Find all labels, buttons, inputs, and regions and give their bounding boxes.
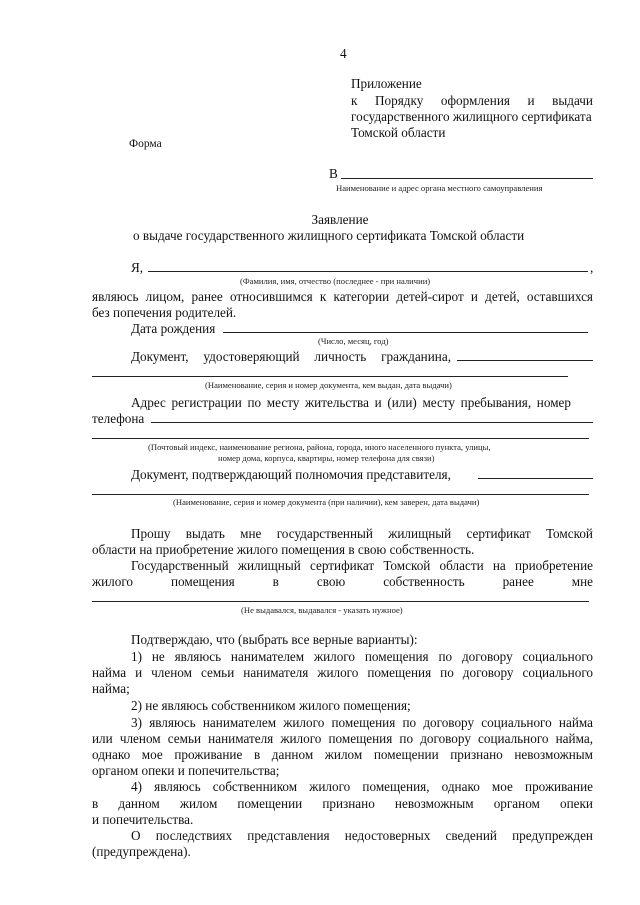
confirm-option-4-line-3: и попечительства. [92, 812, 194, 827]
request-line-2: области на приобретение жилого помещения в свою собственность. [92, 542, 475, 557]
certificate-issued-field[interactable] [92, 601, 589, 602]
address-field-2[interactable] [92, 438, 589, 439]
orphan-status-line-2: без попечения родителей. [92, 305, 237, 320]
id-document-field-1[interactable] [457, 360, 593, 361]
confirm-option-4-line-2: в данном жилом помещении признано невозможным органом опеки [92, 796, 593, 811]
id-document-field-2[interactable] [92, 376, 568, 377]
confirm-option-3-line-2: или членом семьи нанимателя жилого помещения по договору социального найма, [92, 731, 593, 746]
request-line-1: Прошу выдать мне государственный жилищный сертификат Томской [131, 526, 593, 541]
address-caption-2: номер дома, корпуса, квартиры, номер телефона для связи) [218, 453, 435, 463]
confirm-option-1-line-1: 1) не являюсь нанимателем жилого помещения по договору социального [131, 649, 593, 664]
address-field-1[interactable] [151, 422, 593, 423]
confirm-option-2: 2) не являюсь собственником жилого помещения; [131, 698, 411, 713]
form-label: Форма [129, 138, 162, 150]
warning-line-1: О последствиях представления недостоверных сведений предупрежден [131, 828, 593, 843]
fio-suffix: , [590, 260, 594, 275]
appendix-title: Приложение [351, 76, 422, 91]
confirm-option-3-line-3: однако мое проживание в данном жилом помещении признано невозможным [92, 747, 593, 762]
form-subtitle: о выдаче государственного жилищного сертификата Томской области [133, 228, 525, 243]
fio-prefix: Я, [131, 260, 144, 275]
fio-caption: (Фамилия, имя, отчество (последнее - при наличии) [240, 276, 431, 286]
representative-doc-label: Документ, подтверждающий полномочия представителя, [131, 467, 451, 482]
orphan-status-line-1: являюсь лицом, ранее относившимся к категории детей-сирот и детей, оставшихся [92, 289, 593, 304]
representative-doc-field-1[interactable] [478, 478, 593, 479]
page-number: 4 [340, 46, 347, 61]
request-line-3: Государственный жилищный сертификат Томской области на приобретение [131, 558, 593, 573]
representative-doc-field-2[interactable] [92, 494, 589, 495]
request-line-4: жилого помещения в свою собственность ранее мне [92, 574, 593, 589]
warning-line-2: (предупреждена). [92, 844, 191, 859]
appendix-line-2: государственного жилищного сертификата [351, 109, 592, 124]
birth-date-caption: (Число, месяц, год) [318, 336, 389, 346]
addressee-prefix: В [329, 166, 338, 181]
birth-date-label: Дата рождения [131, 321, 216, 336]
confirm-option-1-line-3: найма; [92, 681, 130, 696]
address-label-line-1: Адрес регистрации по месту жительства и (или) месту пребывания, номер [131, 395, 571, 410]
fio-field[interactable] [148, 271, 588, 272]
confirm-option-3-line-1: 3) являюсь нанимателем жилого помещения по договору социального найма [131, 715, 593, 730]
id-document-label: Документ, удостоверяющий личность гражданина, [131, 349, 451, 364]
address-caption-1: (Почтовый индекс, наименование региона, района, города, иного населенного пункта, улицы, [148, 442, 491, 452]
id-document-caption: (Наименование, серия и номер документа, кем выдан, дата выдачи) [205, 380, 452, 390]
confirm-option-3-line-4: органом опеки и попечительства; [92, 763, 280, 778]
appendix-line-3: Томской области [351, 125, 446, 140]
appendix-line-1: к Порядку оформления и выдачи [351, 93, 593, 108]
addressee-field[interactable] [341, 178, 593, 179]
form-title: Заявление [311, 212, 369, 227]
birth-date-field[interactable] [223, 332, 588, 333]
confirm-intro: Подтверждаю, что (выбрать все верные варианты): [131, 632, 418, 647]
confirm-option-4-line-1: 4) являюсь собственником жилого помещения, однако мое проживание [131, 779, 593, 794]
address-label-line-2: телефона [92, 411, 145, 426]
certificate-issued-caption: (Не выдавался, выдавался - указать нужное) [241, 605, 403, 615]
addressee-caption: Наименование и адрес органа местного самоуправления [336, 183, 543, 193]
confirm-option-1-line-2: найма и членом семьи нанимателя жилого помещения по договору социального [92, 665, 593, 680]
representative-doc-caption: (Наименование, серия и номер документа (при наличии), кем заверен, дата выдачи) [173, 497, 480, 507]
